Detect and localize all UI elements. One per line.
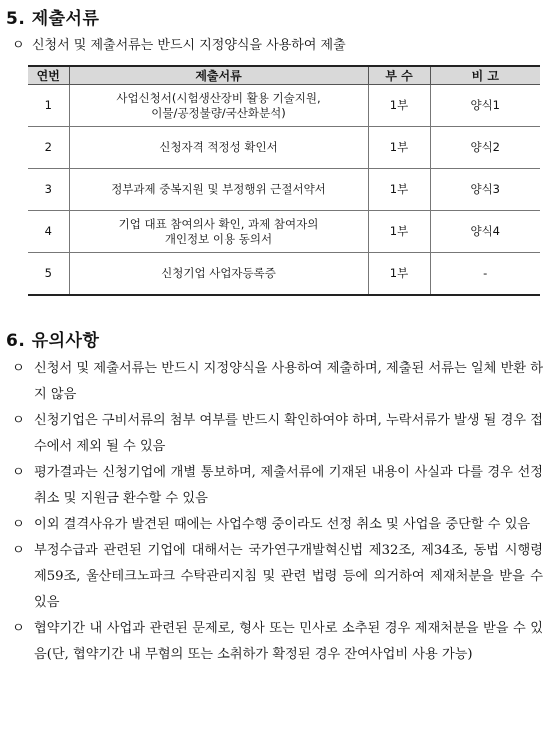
notice-text: 이외 결격사유가 발견된 때에는 사업수행 중이라도 선정 취소 및 사업을 중단할 수 있음 — [34, 517, 531, 532]
table-header-row — [28, 66, 540, 85]
cell-document: 사업신청서(시험생산장비 활용 기술지원, 이물/공정불량/국산화분석) — [69, 85, 368, 127]
bullet-symbol: ㅇ — [12, 621, 25, 636]
section5-intro — [12, 33, 547, 59]
table-row — [28, 127, 540, 169]
header-document: 제출서류 — [69, 66, 368, 85]
notice-text: 신청기업은 구비서류의 첨부 여부를 반드시 확인하여야 하며, 누락서류가 발생 될 경우 접수에서 제외 될 수 있음 — [34, 413, 543, 454]
cell-count: 1부 — [368, 85, 430, 127]
list-item — [12, 538, 543, 616]
table-row — [28, 169, 540, 211]
cell-no: 2 — [28, 127, 69, 169]
cell-no: 1 — [28, 85, 69, 127]
table-row — [28, 211, 540, 253]
section5-intro-text: 신청서 및 제출서류는 반드시 지정양식을 사용하여 제출 — [32, 38, 346, 53]
bullet-symbol: ㅇ — [12, 361, 25, 376]
cell-document: 신청자격 적정성 확인서 — [69, 127, 368, 169]
cell-note: 양식2 — [430, 127, 540, 169]
cell-note: - — [430, 253, 540, 296]
cell-note: 양식4 — [430, 211, 540, 253]
cell-no: 3 — [28, 169, 69, 211]
notice-text: 신청서 및 제출서류는 반드시 지정양식을 사용하여 제출하며, 제출된 서류는 일체 반환 하지 않음 — [34, 361, 543, 402]
list-item — [12, 616, 543, 668]
cell-note: 양식3 — [430, 169, 540, 211]
notice-list — [12, 356, 543, 668]
cell-document: 신청기업 사업자등록증 — [69, 253, 368, 296]
submission-documents-table — [28, 65, 540, 296]
notice-text: 협약기간 내 사업과 관련된 문제로, 형사 또는 민사로 소추된 경우 제재처분을 받을 수 있음(단, 협약기간 내 무혐의 또는 소취하가 확정된 경우 잔여사업비 사용 가능) — [34, 621, 543, 662]
notice-text: 부정수급과 관련된 기업에 대해서는 국가연구개발혁신법 제32조, 제34조, 동법 시행령 제59조, 울산테크노파크 수탁관리지침 및 관련 법령 등에 의거하여 제재처분을 받을 수 있음 — [34, 543, 543, 610]
cell-note: 양식1 — [430, 85, 540, 127]
cell-no: 5 — [28, 253, 69, 296]
header-no: 연번 — [28, 66, 69, 85]
notice-text: 평가결과는 신청기업에 개별 통보하며, 제출서류에 기재된 내용이 사실과 다를 경우 선정 취소 및 지원금 환수할 수 있음 — [34, 465, 543, 506]
section6-title: 6. 유의사항 — [6, 331, 100, 351]
cell-count: 1부 — [368, 127, 430, 169]
bullet-symbol: ㅇ — [12, 543, 25, 558]
bullet-symbol: ㅇ — [12, 517, 25, 532]
bullet-symbol: ㅇ — [12, 38, 25, 53]
bullet-symbol: ㅇ — [12, 465, 25, 480]
cell-count: 1부 — [368, 169, 430, 211]
cell-no: 4 — [28, 211, 69, 253]
header-count: 부 수 — [368, 66, 430, 85]
list-item — [12, 356, 543, 408]
list-item — [12, 460, 543, 512]
list-item — [12, 408, 543, 460]
cell-count: 1부 — [368, 211, 430, 253]
cell-count: 1부 — [368, 253, 430, 296]
list-item — [12, 512, 543, 538]
cell-document: 기업 대표 참여의사 확인, 과제 참여자의 개인정보 이용 동의서 — [69, 211, 368, 253]
table-row — [28, 85, 540, 127]
bullet-symbol: ㅇ — [12, 413, 25, 428]
table-row — [28, 253, 540, 296]
cell-document: 정부과제 중복지원 및 부정행위 근절서약서 — [69, 169, 368, 211]
header-note: 비 고 — [430, 66, 540, 85]
section5-title: 5. 제출서류 — [6, 9, 100, 29]
